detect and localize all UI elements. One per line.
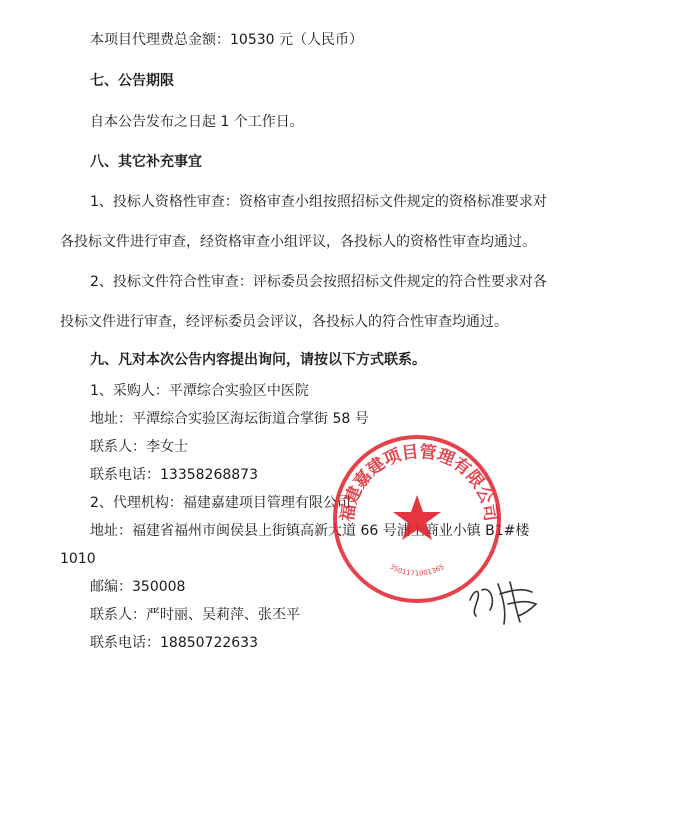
agency-line: 2、代理机构：福建嘉建项目管理有限公司: [90, 495, 351, 511]
buyer-line: 1、采购人：平潭综合实验区中医院: [90, 383, 309, 399]
qualification-review-line-2: 各投标文件进行审查，经资格审查小组评议，各投标人的资格性审查均通过。: [60, 234, 536, 250]
agency-address-line-2: 1010: [60, 551, 96, 567]
agency-phone: 联系电话：18850722633: [90, 635, 258, 651]
buyer-phone: 联系电话：13358268873: [90, 467, 258, 483]
agency-address-line-1: 地址：福建省福州市闽侯县上街镇高新大道 66 号浦上商业小镇 B1#楼: [90, 523, 530, 539]
section-9-heading: 九、凡对本次公告内容提出询问，请按以下方式联系。: [90, 352, 426, 368]
buyer-contact: 联系人：李女士: [90, 439, 188, 455]
svg-text:3501171001365: [388, 563, 445, 578]
compliance-review-line-2: 投标文件进行审查，经评标委员会评议，各投标人的符合性审查均通过。: [60, 314, 508, 330]
star-icon: [393, 495, 441, 540]
agency-contact: 联系人：严时丽、吴莉萍、张丕平: [90, 607, 300, 623]
seal-number: 3501171001365: [388, 562, 446, 578]
section-7-text: 自本公告发布之日起 1 个工作日。: [90, 114, 304, 130]
section-7-heading: 七、公告期限: [90, 73, 174, 89]
agency-postcode: 邮编：350008: [90, 579, 186, 595]
handwritten-signature: [460, 560, 550, 630]
compliance-review-line-1: 2、投标文件符合性审查：评标委员会按照招标文件规定的符合性要求对各: [90, 274, 547, 290]
section-8-heading: 八、其它补充事宜: [90, 154, 202, 170]
agency-fee-line: 本项目代理费总金额：10530 元（人民币）: [90, 32, 363, 48]
buyer-address: 地址：平潭综合实验区海坛街道合掌街 58 号: [90, 411, 369, 427]
seal-text: 福建嘉建项目管理有限公司: [337, 442, 501, 523]
qualification-review-line-1: 1、投标人资格性审查：资格审查小组按照招标文件规定的资格标准要求对: [90, 194, 547, 210]
